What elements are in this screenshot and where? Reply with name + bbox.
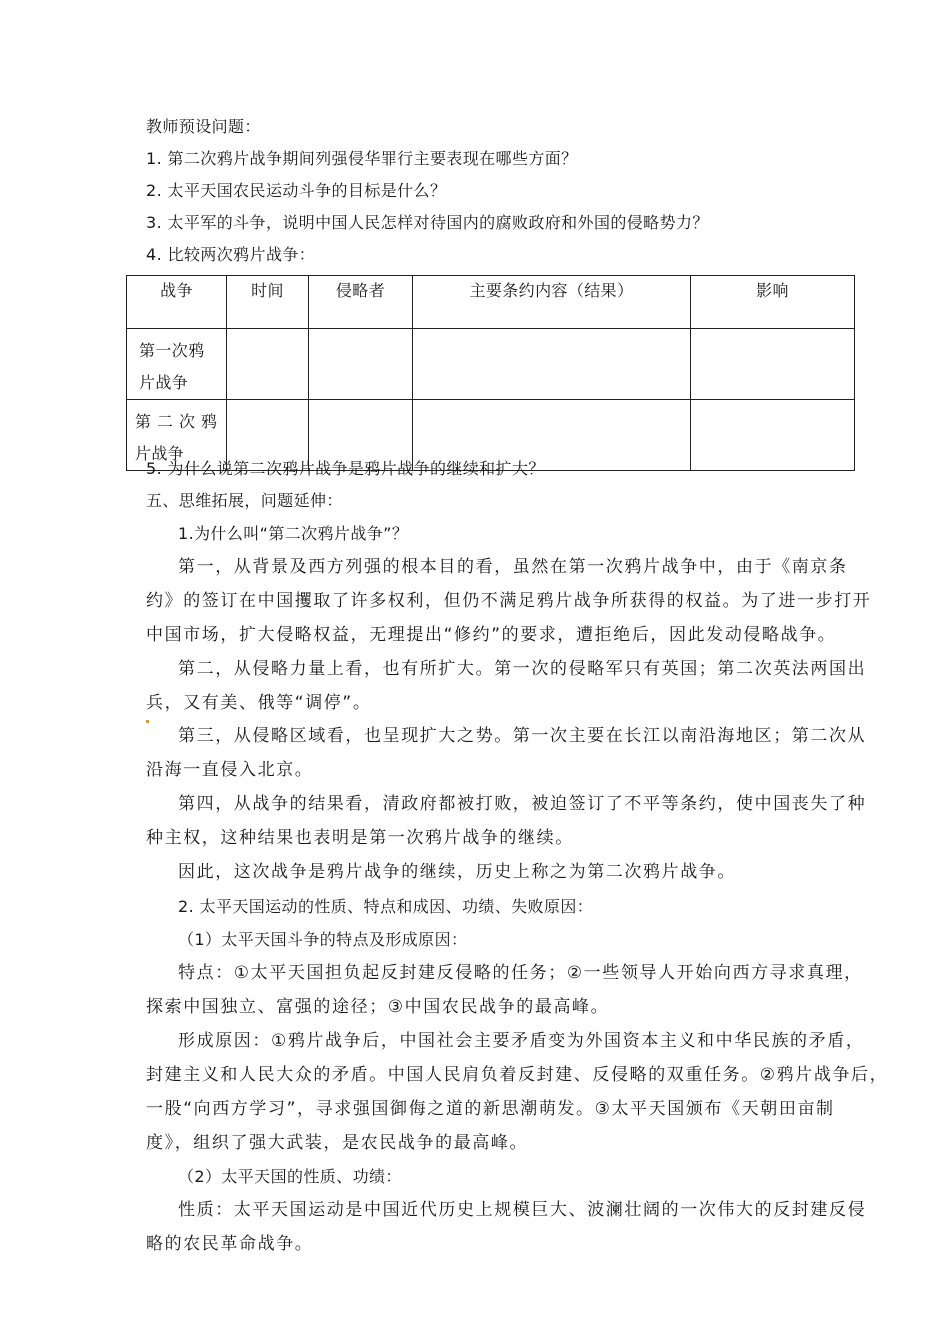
features-line: 探索中国独立、富强的途径；③中国农民战争的最高峰。 (146, 997, 610, 1017)
header-impact: 影响 (691, 276, 855, 329)
row-war-line1: 第二次鸦 (135, 412, 224, 431)
paragraph-4-line: 种主权，这种结果也表明是第一次鸦片战争的继续。 (146, 828, 574, 848)
features-line: 特点：①太平天国担负起反封建反侵略的任务；②一些领导人开始向西方寻求真理， (178, 963, 863, 983)
paragraph-5: 因此，这次战争是鸦片战争的继续，历史上称之为第二次鸦片战争。 (178, 862, 736, 882)
header-treaty: 主要条约内容（结果） (413, 276, 691, 329)
causes-line: 封建主义和人民大众的矛盾。中国人民肩负着反封建、反侵略的双重任务。②鸦片战争后， (146, 1065, 889, 1085)
question-4: 4. 比较两次鸦片战争： (146, 245, 316, 264)
paragraph-2-line: 兵，又有美、俄等“调停”。 (146, 693, 372, 713)
table-header-row (127, 276, 855, 329)
section-title: 五、思维拓展，问题延伸： (146, 491, 343, 510)
row-war-line1: 第一次鸦 (139, 341, 205, 360)
subheading-1: 1.为什么叫“第二次鸦片战争”？ (178, 524, 409, 543)
paragraph-3-line: 第三，从侵略区域看，也呈现扩大之势。第一次主要在长江以南沿海地区；第二次从 (178, 726, 867, 746)
paragraph-2-line: 第二，从侵略力量上看，也有所扩大。第一次的侵略军只有英国；第二次英法两国出 (178, 659, 867, 679)
stray-mark (146, 720, 149, 723)
causes-line: 度》，组织了强大武装，是农民战争的最高峰。 (146, 1133, 529, 1153)
row-impact-cell (691, 400, 855, 471)
nature-line: 略的农民革命战争。 (146, 1234, 314, 1254)
question-1: 1. 第二次鸦片战争期间列强侵华罪行主要表现在哪些方面？ (146, 149, 578, 168)
row-treaty-cell (413, 329, 691, 400)
row-war-line2: 片战争 (135, 444, 185, 463)
paragraph-1-line: 第一，从背景及西方列强的根本目的看，虽然在第一次鸦片战争中，由于《南京条 (178, 557, 848, 577)
comparison-table (126, 275, 855, 471)
row-war-cell (127, 329, 227, 400)
causes-line: 形成原因：①鸦片战争后，中国社会主要矛盾变为外国资本主义和中华民族的矛盾， (178, 1031, 865, 1051)
question-2: 2. 太平天国农民运动斗争的目标是什么？ (146, 181, 447, 200)
causes-line: 一股“向西方学习”，寻求强国御侮之道的新思潮萌发。③太平天国颁布《天朝田亩制 (146, 1099, 835, 1119)
subheading-2: 2. 太平天国运动的性质、特点和成因、功绩、失败原因： (178, 897, 594, 916)
row-impact-cell (691, 329, 855, 400)
nature-line: 性质：太平天国运动是中国近代历史上规模巨大、波澜壮阔的一次伟大的反封建反侵 (178, 1200, 867, 1220)
intro-heading: 教师预设问题： (146, 117, 261, 136)
table-row (127, 329, 855, 400)
header-invader: 侵略者 (309, 276, 413, 329)
header-time: 时间 (227, 276, 309, 329)
paragraph-4-line: 第四，从战争的结果看，清政府都被打败，被迫签订了不平等条约，使中国丧失了种 (178, 794, 867, 814)
subheading-2-1: （1）太平天国斗争的特点及形成原因： (178, 930, 468, 949)
row-war-line2: 片战争 (139, 373, 189, 392)
row-invader-cell (309, 329, 413, 400)
paragraph-1-line: 中国市场，扩大侵略权益，无理提出“修约”的要求，遭拒绝后，因此发动侵略战争。 (146, 625, 837, 645)
header-war: 战争 (127, 276, 227, 329)
row-time-cell (227, 329, 309, 400)
paragraph-1-line: 约》的签订在中国攫取了许多权利，但仍不满足鸦片战争所获得的权益。为了进一步打开 (146, 591, 872, 611)
question-3: 3. 太平军的斗争，说明中国人民怎样对待国内的腐败政府和外国的侵略势力？ (146, 213, 709, 232)
subheading-2-2: （2）太平天国的性质、功绩： (178, 1167, 402, 1186)
paragraph-3-line: 沿海一直侵入北京。 (146, 760, 314, 780)
question-5: 5. 为什么说第二次鸦片战争是鸦片战争的继续和扩大？ (146, 459, 545, 478)
